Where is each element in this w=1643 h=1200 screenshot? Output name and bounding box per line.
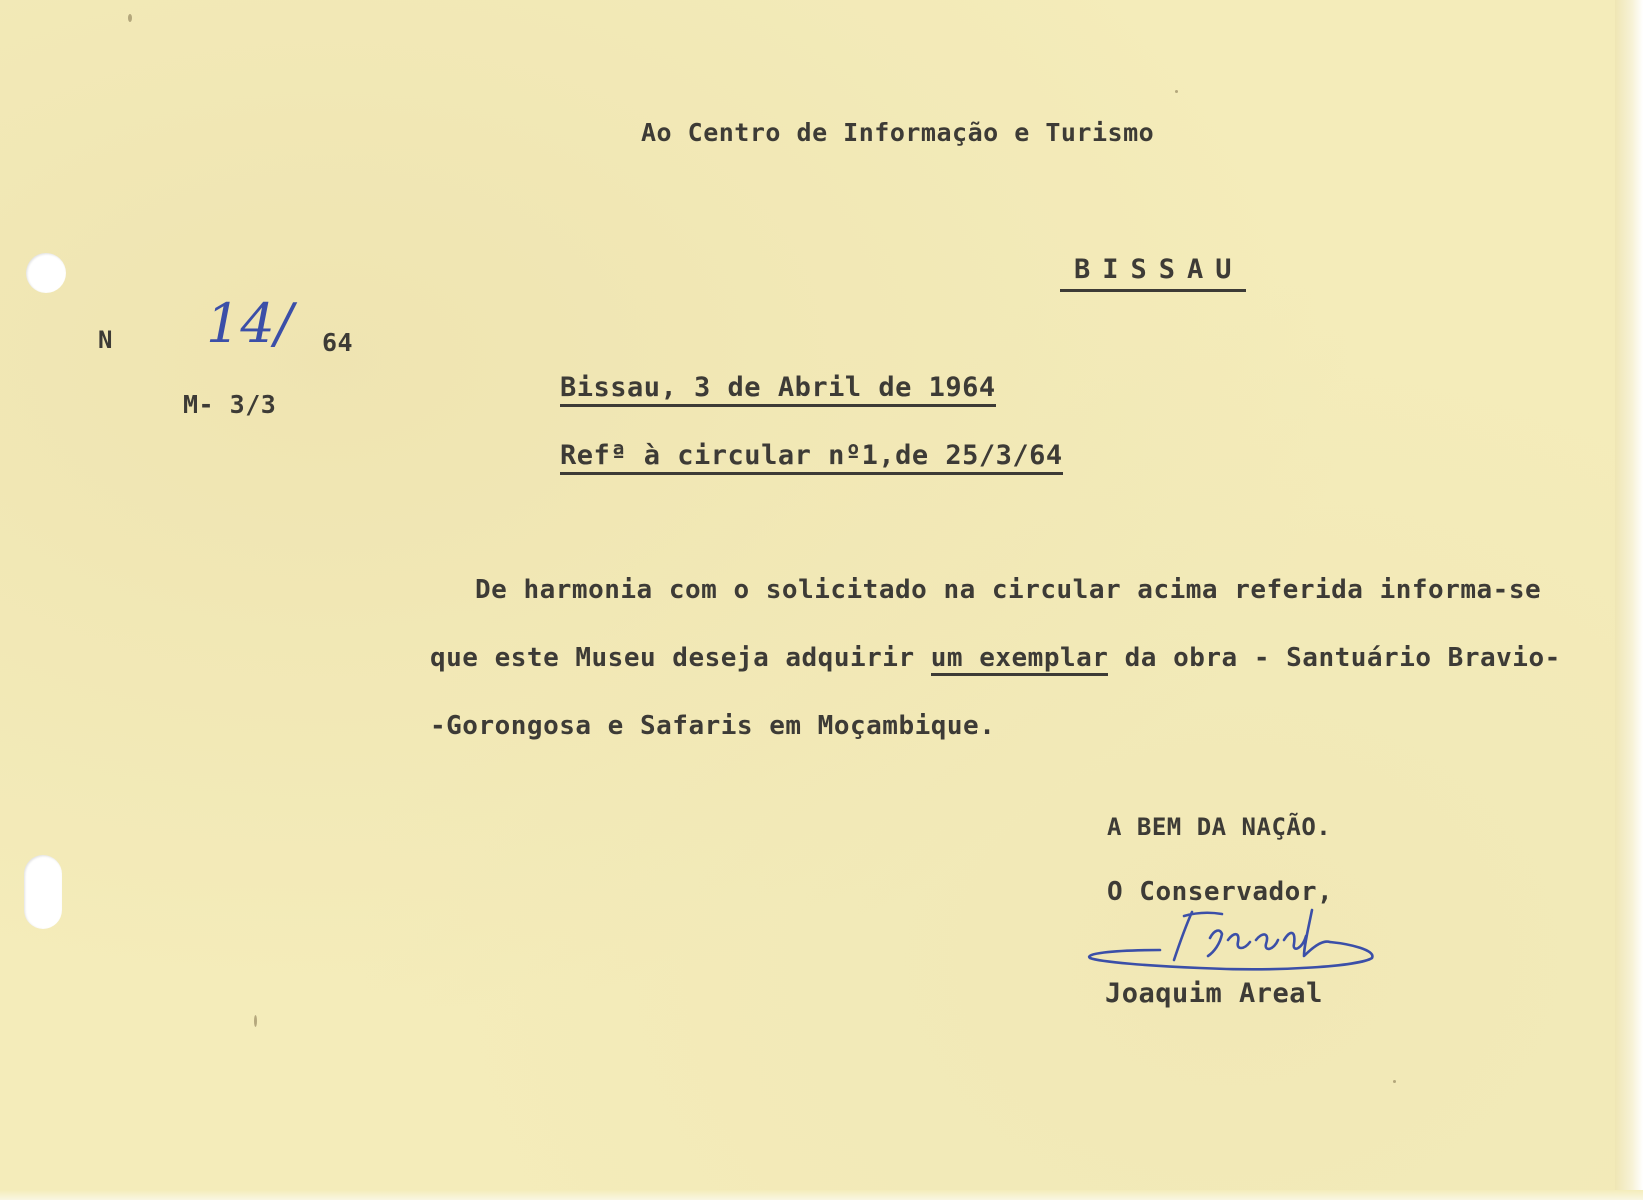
closing-salutation: A BEM DA NAÇÃO. [1107, 813, 1332, 841]
handwritten-reference-number: 14/ [206, 292, 293, 355]
recipient-line: Ao Centro de Informação e Turismo [641, 118, 1155, 147]
body-line-2-start: que este Museu deseja adquirir [430, 643, 931, 673]
paper-speck [1393, 1080, 1396, 1083]
body-line-2 [430, 643, 1561, 673]
reference-prefix: N [98, 326, 113, 354]
date-line: Bissau, 3 de Abril de 1964 [560, 372, 996, 407]
signer-title: O Conservador, [1107, 877, 1334, 907]
underlined-phrase: um exemplar [931, 643, 1109, 676]
filing-code: M- 3/3 [183, 390, 277, 419]
paper-speck [254, 1015, 257, 1027]
paper-speck [128, 14, 132, 22]
body-line-2-end: da obra - Santuário Bravio- [1108, 643, 1561, 673]
paper-edge [1615, 0, 1643, 1200]
paper-speck [1175, 90, 1178, 93]
paper-bottom-edge [0, 1190, 1643, 1200]
signer-name: Joaquim Areal [1105, 978, 1323, 1009]
reference-year: 64 [322, 328, 354, 357]
punch-hole-top [26, 253, 66, 293]
circular-reference: Refª à circular nº1,de 25/3/64 [560, 440, 1063, 475]
body-line-3: -Gorongosa e Safaris em Moçambique. [430, 711, 996, 741]
body-line-1: De harmonia com o solicitado na circular acima referida informa-se [475, 575, 1542, 605]
punch-hole-bottom [24, 855, 62, 929]
recipient-city: BISSAU [1060, 254, 1246, 292]
